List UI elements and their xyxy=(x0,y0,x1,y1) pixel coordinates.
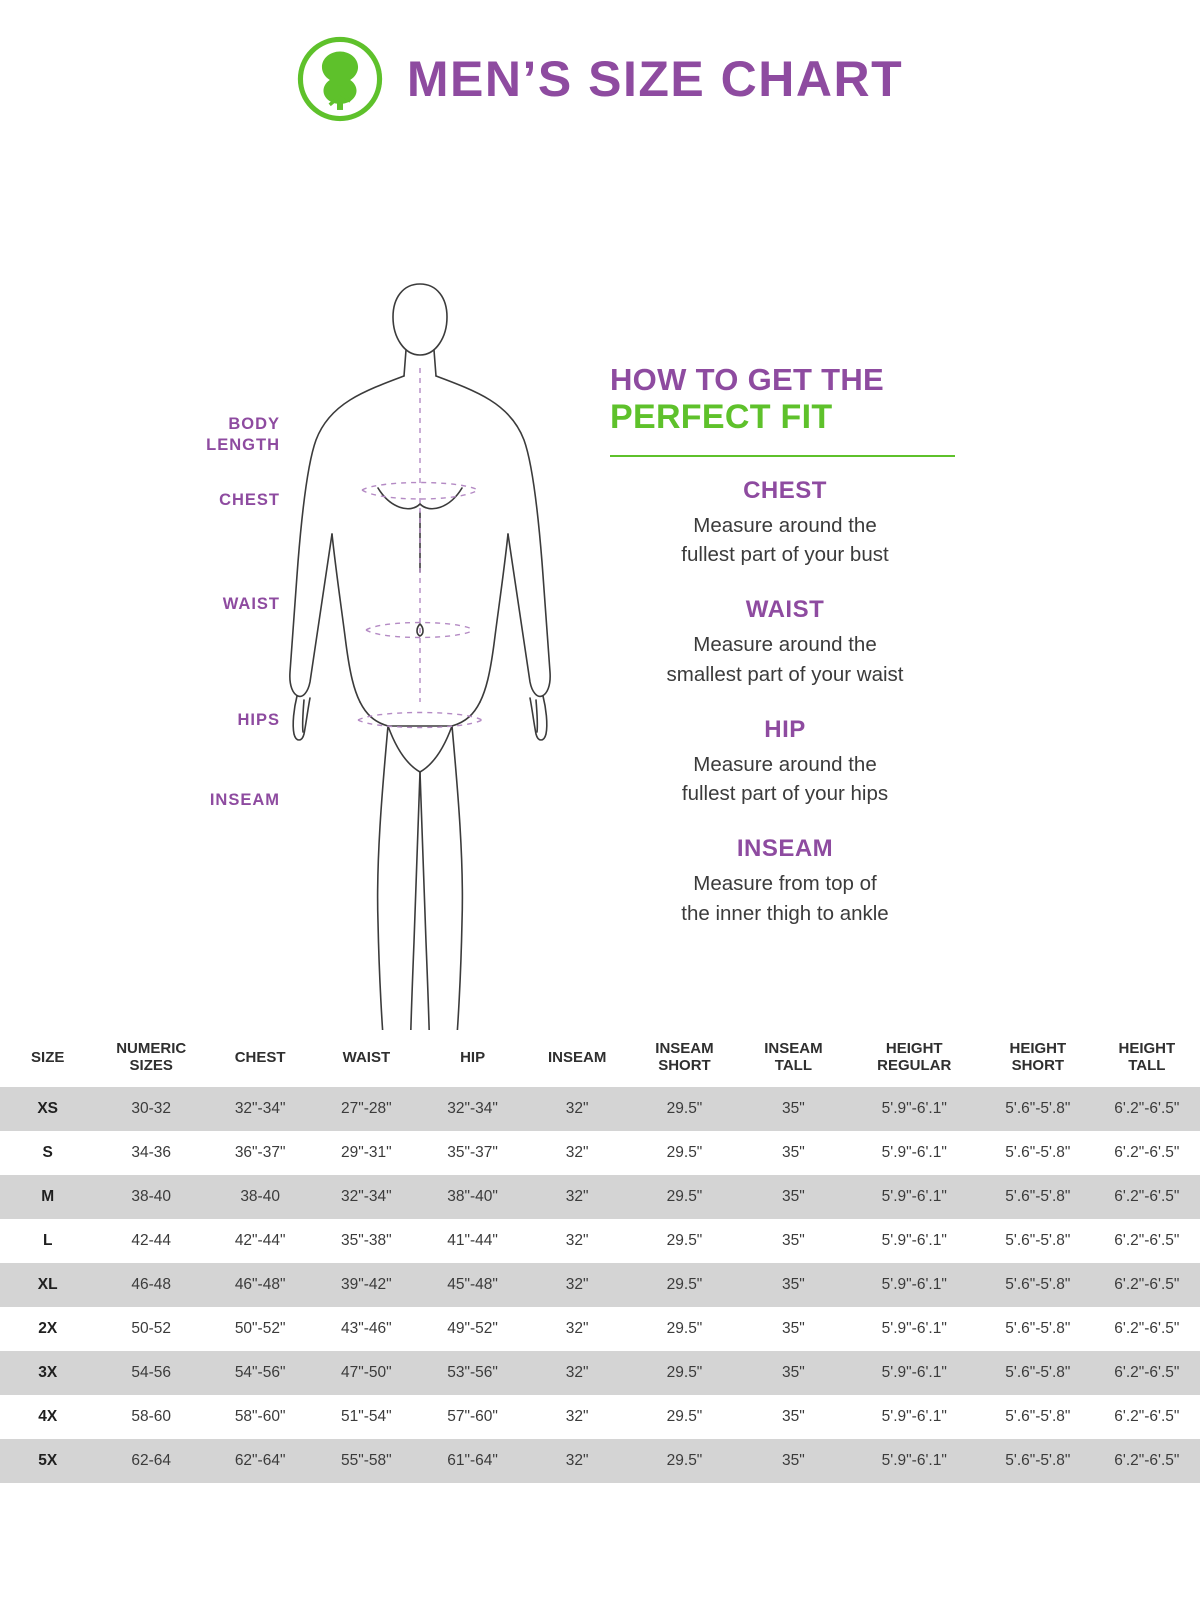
label-body-length-line1: BODY xyxy=(228,415,280,433)
cell-numeric: 58-60 xyxy=(95,1395,207,1439)
cell-inseam: 32" xyxy=(526,1131,629,1175)
cell-size: 3X xyxy=(0,1351,95,1395)
cell-inseam: 32" xyxy=(526,1219,629,1263)
cell-chest: 58"-60" xyxy=(207,1395,313,1439)
label-chest: CHEST xyxy=(219,491,280,509)
table-header-row xyxy=(0,1030,1200,1087)
cell-height-tall: 6'.2"-6'.5" xyxy=(1094,1131,1200,1175)
cell-height-tall: 6'.2"-6'.5" xyxy=(1094,1351,1200,1395)
col-header-numeric-sizes: NUMERIC SIZES xyxy=(95,1030,207,1087)
col-header-waist: WAIST xyxy=(313,1030,419,1087)
measure-block-waist xyxy=(610,596,960,689)
size-table-wrapper xyxy=(0,1030,1200,1483)
table-row xyxy=(0,1395,1200,1439)
col-header-inseam-tall: INSEAM TALL xyxy=(740,1030,846,1087)
measure-block-waist-text xyxy=(610,630,960,689)
cell-waist: 32"-34" xyxy=(313,1175,419,1219)
cell-hip: 41"-44" xyxy=(419,1219,525,1263)
measure-block-inseam-text xyxy=(610,869,960,928)
cell-numeric: 46-48 xyxy=(95,1263,207,1307)
cell-height-regular: 5'.9"-6'.1" xyxy=(847,1263,983,1307)
label-hips: HIPS xyxy=(237,711,280,729)
cell-height-regular: 5'.9"-6'.1" xyxy=(847,1351,983,1395)
page-header xyxy=(0,0,1200,122)
cell-inseam-short: 29.5" xyxy=(629,1219,741,1263)
cell-chest: 54"-56" xyxy=(207,1351,313,1395)
cell-inseam-short: 29.5" xyxy=(629,1175,741,1219)
cell-inseam: 32" xyxy=(526,1395,629,1439)
cell-height-short: 5'.6"-5'.8" xyxy=(982,1351,1094,1395)
cell-height-short: 5'.6"-5'.8" xyxy=(982,1307,1094,1351)
cell-waist: 43"-46" xyxy=(313,1307,419,1351)
measure-block-hip xyxy=(610,716,960,809)
cell-chest: 42"-44" xyxy=(207,1219,313,1263)
table-row xyxy=(0,1131,1200,1175)
col-header-hip: HIP xyxy=(419,1030,525,1087)
col-header-inseam: INSEAM xyxy=(526,1030,629,1087)
cell-hip: 57"-60" xyxy=(419,1395,525,1439)
cell-waist: 55"-58" xyxy=(313,1439,419,1483)
cell-chest: 32"-34" xyxy=(207,1087,313,1131)
cell-size: 2X xyxy=(0,1307,95,1351)
cell-height-short: 5'.6"-5'.8" xyxy=(982,1263,1094,1307)
label-body-length xyxy=(120,414,280,455)
cell-height-regular: 5'.9"-6'.1" xyxy=(847,1175,983,1219)
measure-block-waist-line1: Measure around the xyxy=(693,633,877,657)
measure-block-hip-line2: fullest part of your hips xyxy=(681,782,889,806)
measure-block-chest xyxy=(610,477,960,570)
cell-inseam-short: 29.5" xyxy=(629,1439,741,1483)
cell-height-tall: 6'.2"-6'.5" xyxy=(1094,1263,1200,1307)
measure-block-chest-line2: fullest part of your bust xyxy=(681,543,889,567)
measure-block-inseam-line2: the inner thigh to ankle xyxy=(681,901,889,925)
measure-block-inseam-title: INSEAM xyxy=(736,835,834,863)
measure-block-inseam-line1: Measure from top of xyxy=(693,872,877,896)
cell-inseam: 32" xyxy=(526,1307,629,1351)
cell-inseam-tall: 35" xyxy=(740,1087,846,1131)
cell-inseam-tall: 35" xyxy=(740,1395,846,1439)
cell-height-short: 5'.6"-5'.8" xyxy=(982,1175,1094,1219)
cell-height-regular: 5'.9"-6'.1" xyxy=(847,1395,983,1439)
measure-block-chest-title: CHEST xyxy=(743,476,827,504)
cell-hip: 32"-34" xyxy=(419,1087,525,1131)
cell-waist: 27"-28" xyxy=(313,1087,419,1131)
col-header-height-tall: HEIGHT TALL xyxy=(1094,1030,1200,1087)
cell-size: 4X xyxy=(0,1395,95,1439)
cell-height-tall: 6'.2"-6'.5" xyxy=(1094,1219,1200,1263)
label-body-length-line2: LENGTH xyxy=(206,435,280,454)
cell-chest: 36"-37" xyxy=(207,1131,313,1175)
table-row xyxy=(0,1175,1200,1219)
table-row xyxy=(0,1263,1200,1307)
cell-height-tall: 6'.2"-6'.5" xyxy=(1094,1175,1200,1219)
cell-inseam-short: 29.5" xyxy=(629,1351,741,1395)
cell-numeric: 42-44 xyxy=(95,1219,207,1263)
table-row xyxy=(0,1439,1200,1483)
cell-inseam-tall: 35" xyxy=(740,1263,846,1307)
measure-block-hip-title: HIP xyxy=(764,715,806,743)
cell-height-tall: 6'.2"-6'.5" xyxy=(1094,1395,1200,1439)
cell-height-short: 5'.6"-5'.8" xyxy=(982,1219,1094,1263)
cell-height-regular: 5'.9"-6'.1" xyxy=(847,1219,983,1263)
cell-height-tall: 6'.2"-6'.5" xyxy=(1094,1307,1200,1351)
label-inseam: INSEAM xyxy=(209,791,280,809)
cell-height-tall: 6'.2"-6'.5" xyxy=(1094,1439,1200,1483)
measure-block-hip-text xyxy=(610,750,960,809)
cell-chest: 50"-52" xyxy=(207,1307,313,1351)
info-heading-line2: PERFECT FIT xyxy=(610,397,833,436)
upper-section xyxy=(0,122,1200,1022)
cell-numeric: 62-64 xyxy=(95,1439,207,1483)
cell-numeric: 34-36 xyxy=(95,1131,207,1175)
measure-block-chest-text xyxy=(610,511,960,570)
cell-height-short: 5'.6"-5'.8" xyxy=(982,1395,1094,1439)
cell-height-regular: 5'.9"-6'.1" xyxy=(847,1087,983,1131)
table-row xyxy=(0,1351,1200,1395)
cell-numeric: 54-56 xyxy=(95,1351,207,1395)
cell-waist: 35"-38" xyxy=(313,1219,419,1263)
cell-waist: 47"-50" xyxy=(313,1351,419,1395)
measure-block-hip-line1: Measure around the xyxy=(693,752,877,776)
cell-inseam-tall: 35" xyxy=(740,1351,846,1395)
cell-inseam-tall: 35" xyxy=(740,1307,846,1351)
how-to-measure-panel xyxy=(610,362,960,954)
cell-chest: 46"-48" xyxy=(207,1263,313,1307)
cell-chest: 62"-64" xyxy=(207,1439,313,1483)
cell-height-regular: 5'.9"-6'.1" xyxy=(847,1131,983,1175)
table-row xyxy=(0,1219,1200,1263)
col-header-height-short: HEIGHT SHORT xyxy=(982,1030,1094,1087)
cell-inseam-short: 29.5" xyxy=(629,1395,741,1439)
cell-height-short: 5'.6"-5'.8" xyxy=(982,1439,1094,1483)
cell-size: 5X xyxy=(0,1439,95,1483)
page-title: MEN’S SIZE CHART xyxy=(406,51,904,107)
cell-size: M xyxy=(0,1175,95,1219)
tree-in-circle-icon xyxy=(297,36,383,122)
cell-size: S xyxy=(0,1131,95,1175)
cell-inseam-tall: 35" xyxy=(740,1439,846,1483)
cell-inseam: 32" xyxy=(526,1087,629,1131)
table-row xyxy=(0,1087,1200,1131)
cell-inseam: 32" xyxy=(526,1263,629,1307)
label-waist: WAIST xyxy=(222,595,280,613)
cell-size: XS xyxy=(0,1087,95,1131)
col-header-height-regular: HEIGHT REGULAR xyxy=(847,1030,983,1087)
cell-inseam: 32" xyxy=(526,1175,629,1219)
cell-numeric: 38-40 xyxy=(95,1175,207,1219)
cell-inseam: 32" xyxy=(526,1439,629,1483)
cell-hip: 38"-40" xyxy=(419,1175,525,1219)
cell-size: L xyxy=(0,1219,95,1263)
col-header-size: SIZE xyxy=(0,1030,95,1087)
cell-height-short: 5'.6"-5'.8" xyxy=(982,1131,1094,1175)
cell-hip: 35"-37" xyxy=(419,1131,525,1175)
cell-chest: 38-40 xyxy=(207,1175,313,1219)
col-header-chest: CHEST xyxy=(207,1030,313,1087)
cell-inseam-short: 29.5" xyxy=(629,1131,741,1175)
measure-block-chest-line1: Measure around the xyxy=(693,513,877,537)
cell-size: XL xyxy=(0,1263,95,1307)
male-body-figure xyxy=(270,272,570,1152)
cell-numeric: 50-52 xyxy=(95,1307,207,1351)
cell-inseam-short: 29.5" xyxy=(629,1087,741,1131)
info-heading-line1: HOW TO GET THE xyxy=(610,362,885,397)
measure-block-inseam xyxy=(610,835,960,928)
cell-inseam-tall: 35" xyxy=(740,1131,846,1175)
cell-inseam: 32" xyxy=(526,1351,629,1395)
cell-height-tall: 6'.2"-6'.5" xyxy=(1094,1087,1200,1131)
table-body xyxy=(0,1087,1200,1483)
measure-block-waist-line2: smallest part of your waist xyxy=(666,662,904,686)
cell-hip: 45"-48" xyxy=(419,1263,525,1307)
table-row xyxy=(0,1307,1200,1351)
cell-inseam-tall: 35" xyxy=(740,1219,846,1263)
cell-numeric: 30-32 xyxy=(95,1087,207,1131)
cell-waist: 51"-54" xyxy=(313,1395,419,1439)
cell-hip: 53"-56" xyxy=(419,1351,525,1395)
cell-inseam-short: 29.5" xyxy=(629,1307,741,1351)
cell-height-regular: 5'.9"-6'.1" xyxy=(847,1307,983,1351)
cell-hip: 49"-52" xyxy=(419,1307,525,1351)
cell-height-regular: 5'.9"-6'.1" xyxy=(847,1439,983,1483)
cell-inseam-short: 29.5" xyxy=(629,1263,741,1307)
cell-inseam-tall: 35" xyxy=(740,1175,846,1219)
col-header-inseam-short: INSEAM SHORT xyxy=(629,1030,741,1087)
cell-height-short: 5'.6"-5'.8" xyxy=(982,1087,1094,1131)
cell-waist: 29"-31" xyxy=(313,1131,419,1175)
divider xyxy=(610,455,955,457)
cell-waist: 39"-42" xyxy=(313,1263,419,1307)
size-table xyxy=(0,1030,1200,1483)
measure-block-waist-title: WAIST xyxy=(745,596,825,624)
cell-hip: 61"-64" xyxy=(419,1439,525,1483)
